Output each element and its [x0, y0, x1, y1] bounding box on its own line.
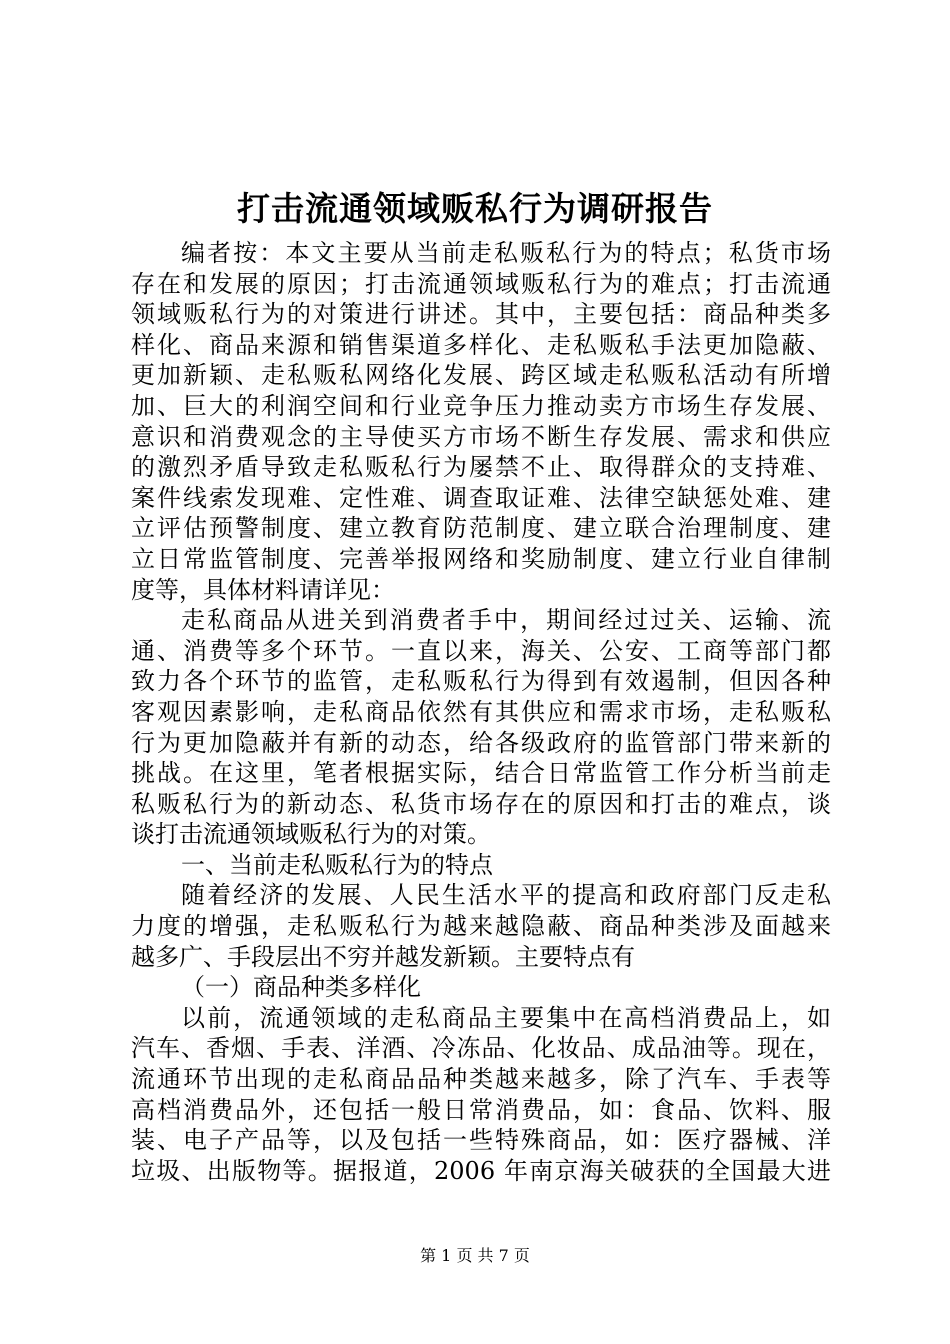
paragraph-line: 随着经济的发展、人民生活水平的提高和政府部门反走私: [181, 881, 831, 910]
paragraph-line: 力度的增强，走私贩私行为越来越隐蔽、商品种类涉及面越来: [131, 912, 831, 941]
section-heading: 一、当前走私贩私行为的特点: [181, 850, 493, 879]
paragraph-line: 致力各个环节的监管，走私贩私行为得到有效遏制，但因各种: [131, 667, 831, 696]
paragraph-line: 更加新颖、走私贩私网络化发展、跨区域走私贩私活动有所增: [131, 361, 831, 390]
paragraph-line: 垃圾、出版物等。据报道，2006 年南京海关破获的全国最大进: [131, 1156, 831, 1185]
paragraph-line: 高档消费品外，还包括一般日常消费品，如：食品、饮料、服: [131, 1095, 831, 1124]
paragraph-line: 通、消费等多个环节。一直以来，海关、公安、工商等部门都: [131, 636, 831, 665]
paragraph-line: 存在和发展的原因；打击流通领域贩私行为的难点；打击流通: [131, 269, 831, 298]
paragraph-line: 意识和消费观念的主导使买方市场不断生存发展、需求和供应: [131, 422, 831, 451]
paragraph-line: 谈打击流通领域贩私行为的对策。: [131, 820, 491, 849]
subsection-heading: （一）商品种类多样化: [181, 973, 421, 1002]
document-title: 打击流通领域贩私行为调研报告: [237, 189, 713, 228]
paragraph-line: 样化、商品来源和销售渠道多样化、走私贩私手法更加隐蔽、: [131, 330, 831, 359]
paragraph-line: 行为更加隐蔽并有新的动态，给各级政府的监管部门带来新的: [131, 728, 831, 757]
paragraph-line: 的激烈矛盾导致走私贩私行为屡禁不止、取得群众的支持难、: [131, 453, 831, 482]
paragraph-line: 客观因素影响，走私商品依然有其供应和需求市场，走私贩私: [131, 697, 831, 726]
paragraph-line: 立日常监管制度、完善举报网络和奖励制度、建立行业自律制: [131, 544, 831, 573]
paragraph-line: 私贩私行为的新动态、私货市场存在的原因和打击的难点，谈: [131, 789, 831, 818]
paragraph-line: 挑战。在这里，笔者根据实际，结合日常监管工作分析当前走: [131, 759, 831, 788]
paragraph-line: 以前，流通领域的走私商品主要集中在高档消费品上，如: [181, 1003, 831, 1032]
paragraph-line: 加、巨大的利润空间和行业竞争压力推动卖方市场生存发展、: [131, 391, 831, 420]
paragraph-line: 领域贩私行为的对策进行讲述。其中，主要包括：商品种类多: [131, 300, 831, 329]
paragraph-line: 越多广、手段层出不穷并越发新颖。主要特点有: [131, 942, 635, 971]
document-body: [131, 238, 831, 1186]
paragraph-line: 汽车、香烟、手表、洋酒、冷冻品、化妆品、成品油等。现在，: [131, 1034, 831, 1063]
paragraph-line: 走私商品从进关到消费者手中，期间经过过关、运输、流: [181, 606, 831, 635]
paragraph-line: 案件线索发现难、定性难、调查取证难、法律空缺惩处难、建: [131, 483, 831, 512]
paragraph-line: 流通环节出现的走私商品品种类越来越多，除了汽车、手表等: [131, 1065, 831, 1094]
page-footer: 第 1 页 共 7 页: [420, 1246, 530, 1265]
paragraph-line: 度等，具体材料请详见：: [131, 575, 395, 604]
paragraph-line: 立评估预警制度、建立教育防范制度、建立联合治理制度、建: [131, 514, 831, 543]
paragraph-line: 装、电子产品等，以及包括一些特殊商品，如：医疗器械、洋: [131, 1126, 831, 1155]
paragraph-line: 编者按：本文主要从当前走私贩私行为的特点；私货市场: [181, 239, 831, 267]
